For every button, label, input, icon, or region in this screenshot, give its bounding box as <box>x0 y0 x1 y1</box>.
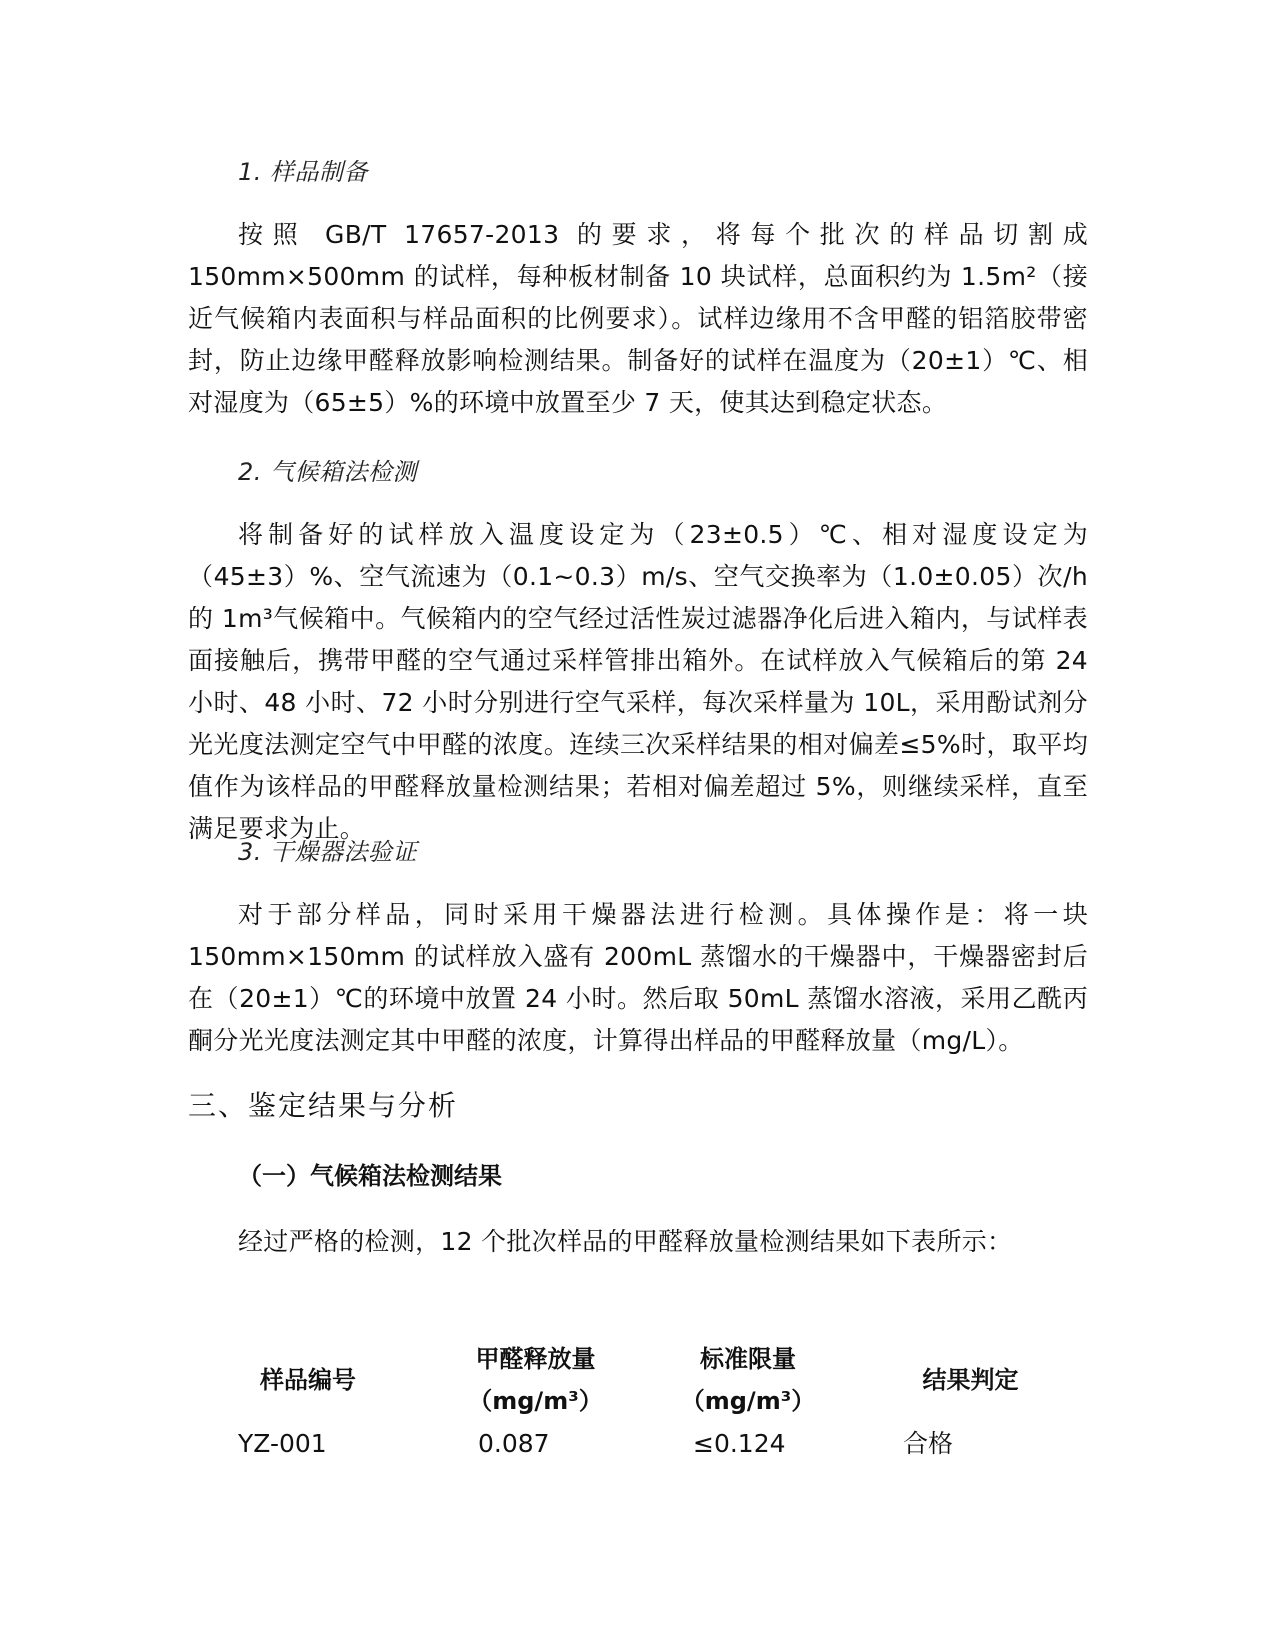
desiccator-test-heading: 3. 干燥器法验证 <box>238 838 418 866</box>
cell-emission: 0.087 <box>478 1429 550 1458</box>
header-verdict: 结果判定 <box>922 1366 1019 1394</box>
header-limit: 标准限量（mg/m³） <box>680 1345 816 1415</box>
results-intro: 经过严格的检测，12 个批次样品的甲醛释放量检测结果如下表所示： <box>238 1227 1013 1256</box>
sample-prep-paragraph: 按照 GB/T 17657-2013 的要求，将每个批次的样品切割成 150mm×500mm 的试样，每种板材制备 10 块试样，总面积约为 1.5m²（接近气候箱内表面积与样品面积的比例要求）。试样边缘用不含甲醛的铝箔胶带密封，防止边缘甲醛释放影响检测结果。制备好的试样在温度为（20±1）℃、相对湿度为（65±5）%的环境中放置至少 7 天，使其达到稳定状态。 <box>188 220 1088 417</box>
desiccator-test-paragraph: 对于部分样品，同时采用干燥器法进行检测。具体操作是：将一块 150mm×150mm 的试样放入盛有 200mL 蒸馏水的干燥器中，干燥器密封后在（20±1）℃的环境中放置 24 小时。然后取 50mL 蒸馏水溶液，采用乙酰丙酮分光光度法测定其中甲醛的浓度，计算得出样品的甲醛释放量（mg/L）。 <box>188 900 1088 1055</box>
cell-sample-id: YZ-001 <box>238 1429 327 1458</box>
sample-prep-heading: 1. 样品制备 <box>238 158 369 186</box>
chamber-test-paragraph: 将制备好的试样放入温度设定为（23±0.5）℃、相对湿度设定为（45±3）%、空气流速为（0.1~0.3）m/s、空气交换率为（1.0±0.05）次/h 的 1m³气候箱中。气候箱内的空气经过活性炭过滤器净化后进入箱内，与试样表面接触后，携带甲醛的空气通过采样管排出箱外。在试样放入气候箱后的第 24 小时、48 小时、72 小时分别进行空气采样，每次采样量为 10L，采用酚试剂分光光度法测定空气中甲醛的浓度。连续三次采样结果的相对偏差≤5%时，取平均值作为该样品的甲醛释放量检测结果；若相对偏差超过 5%，则继续采样，直至满足要求为止。 <box>188 520 1088 843</box>
table-header-row <box>188 1338 1088 1422</box>
results-table <box>188 1338 1088 1466</box>
cell-verdict: 合格 <box>903 1429 954 1458</box>
table-row <box>188 1422 1088 1466</box>
header-sample-id: 样品编号 <box>260 1366 356 1394</box>
chamber-test-heading: 2. 气候箱法检测 <box>238 458 418 486</box>
results-section-title: 三、鉴定结果与分析 <box>188 1089 459 1122</box>
chamber-results-subtitle: （一）气候箱法检测结果 <box>238 1162 502 1190</box>
header-emission: 甲醛释放量（mg/m³） <box>468 1345 603 1415</box>
cell-limit: ≤0.124 <box>693 1429 786 1458</box>
